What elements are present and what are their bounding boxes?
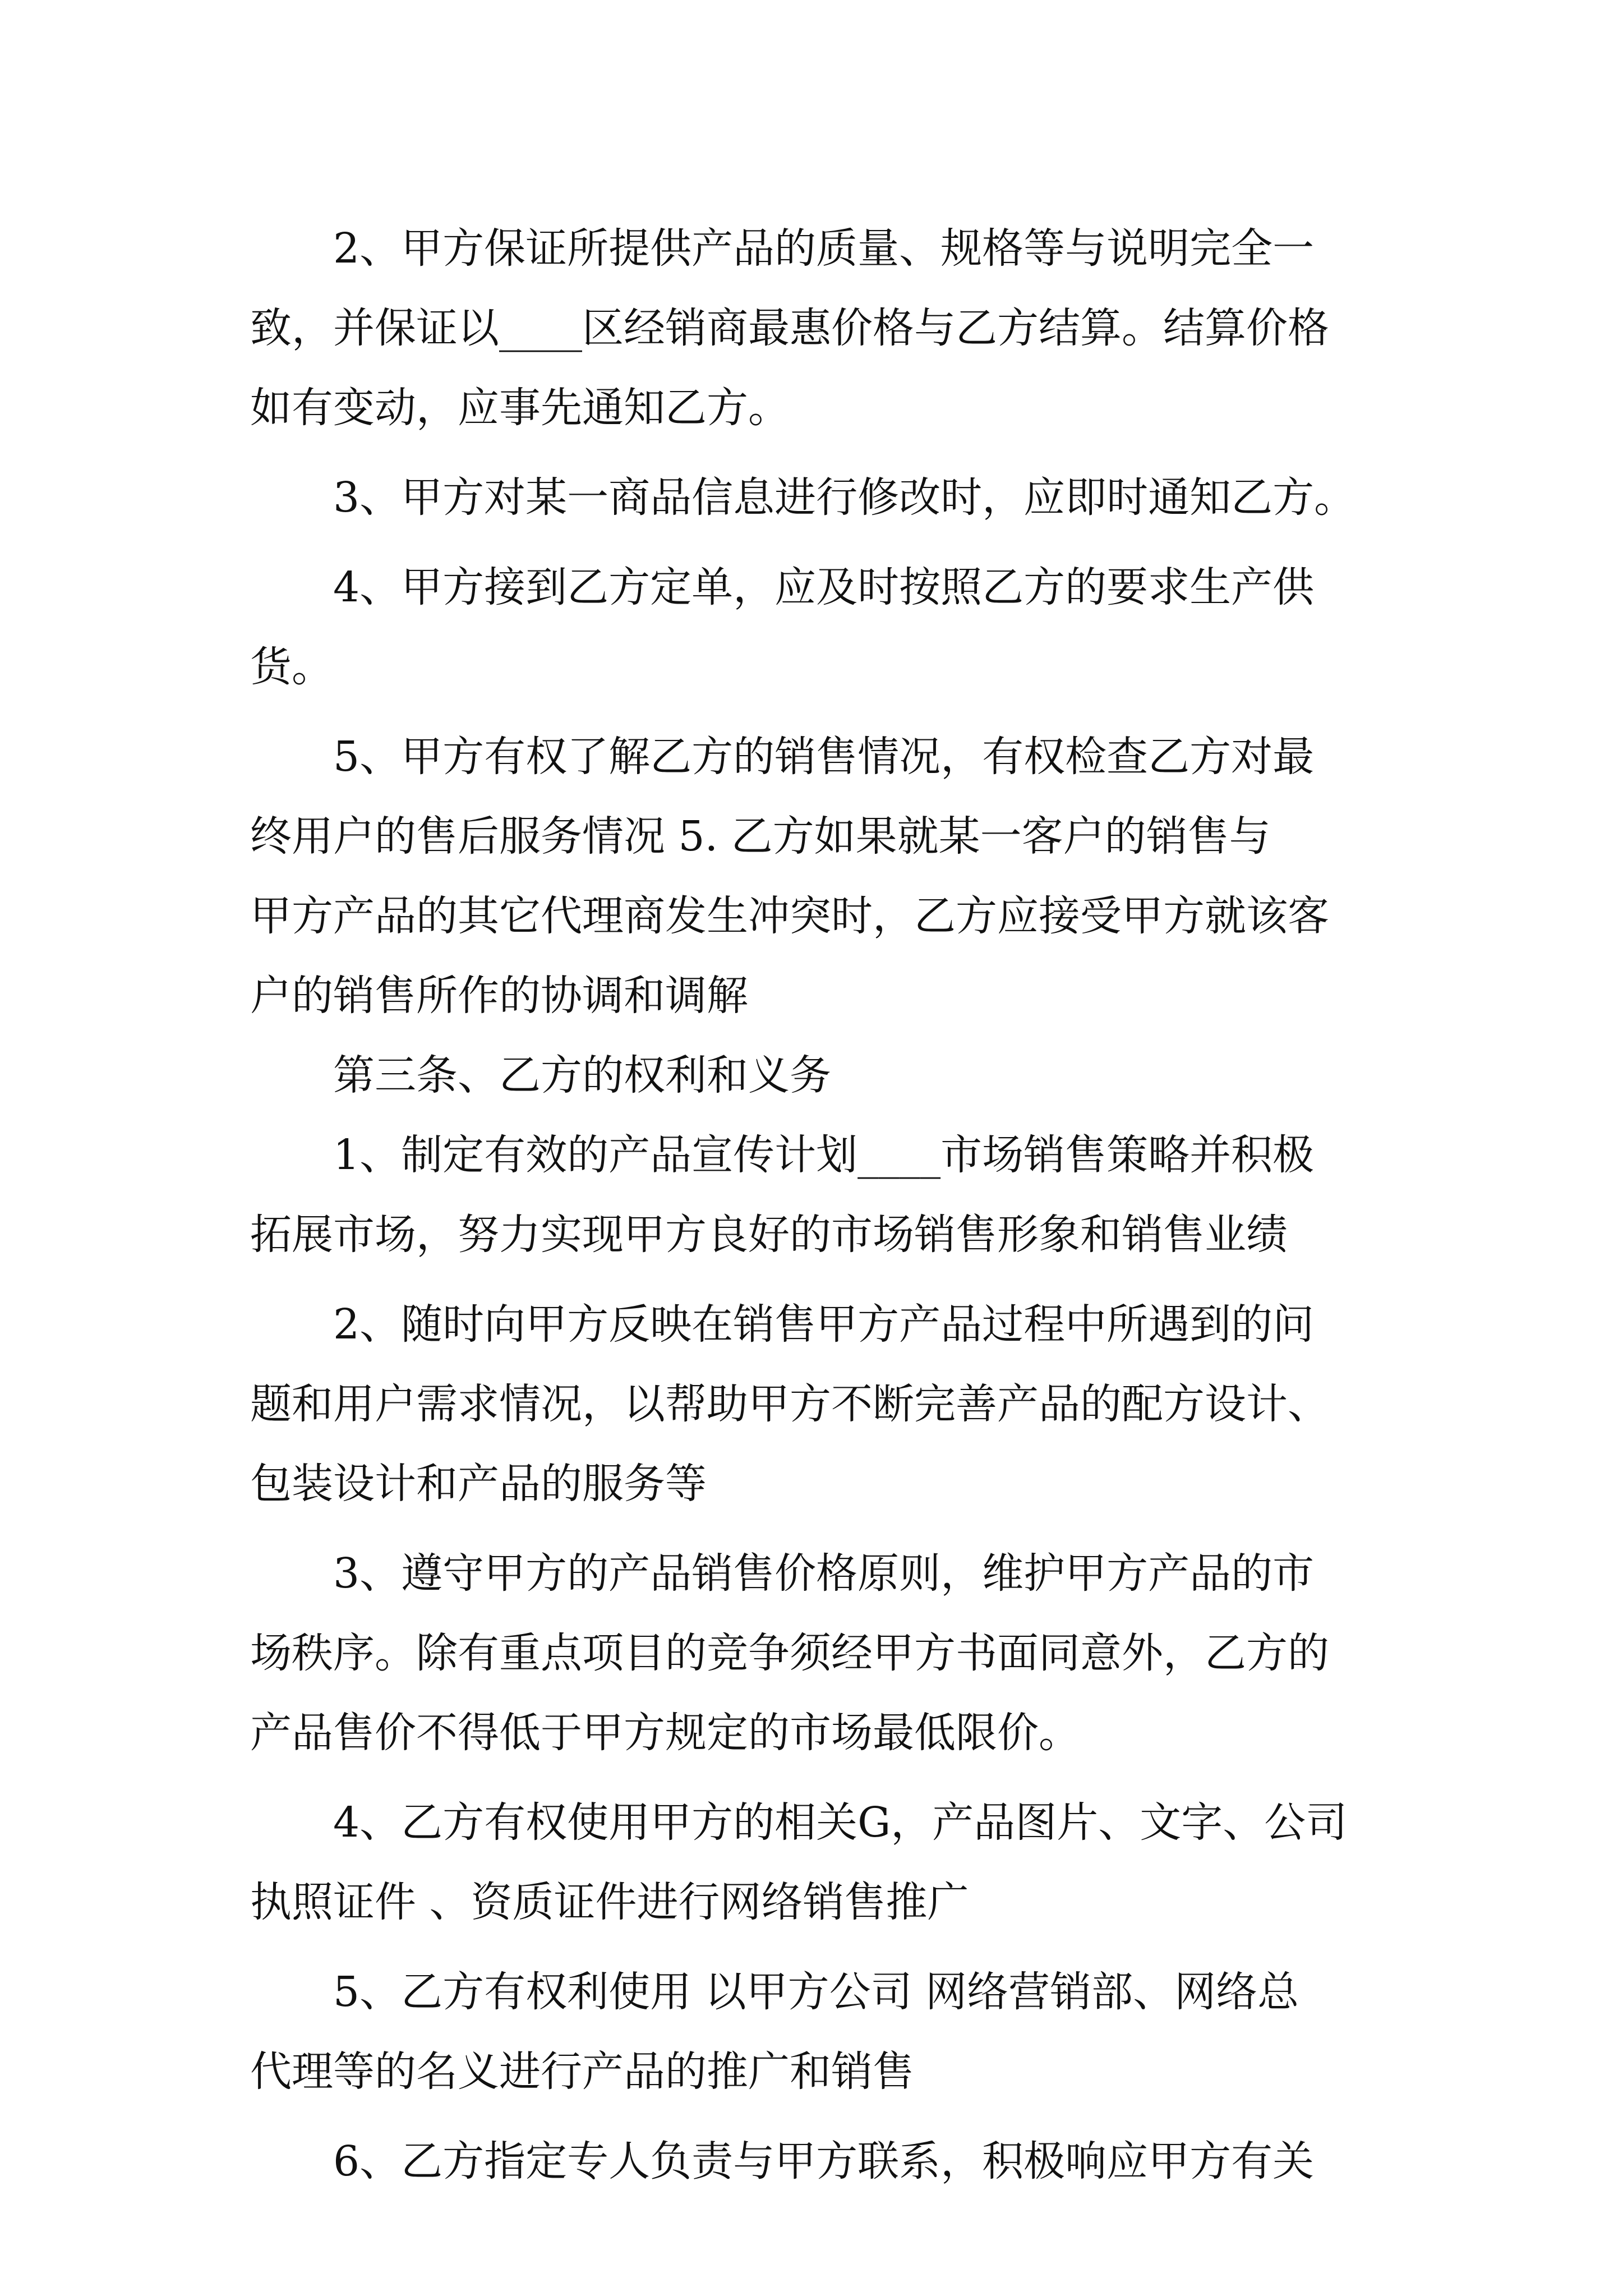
paragraph-line: 致，并保证以____区经销商最惠价格与乙方结算。结算价格 <box>250 304 1329 352</box>
paragraph-line: 2、随时向甲方反映在销售甲方产品过程中所遇到的问 <box>333 1300 1315 1349</box>
paragraph-line: 5、甲方有权了解乙方的销售情况，有权检查乙方对最 <box>333 733 1315 781</box>
paragraph-line: 题和用户需求情况，以帮助甲方不断完善产品的配方设计、 <box>250 1380 1329 1428</box>
paragraph-line: 4、甲方接到乙方定单，应及时按照乙方的要求生产供 <box>333 563 1315 611</box>
paragraph-line: 代理等的名义进行产品的推广和销售 <box>250 2047 914 2096</box>
paragraph-line: 执照证件 、资质证件进行网络销售推广 <box>250 1878 969 1926</box>
document-body <box>250 209 1377 2201</box>
section-heading: 第三条、乙方的权利和义务 <box>333 1051 831 1099</box>
paragraph-line: 3、遵守甲方的产品销售价格原则，维护甲方产品的市 <box>333 1549 1315 1598</box>
paragraph-line: 货。 <box>250 643 333 691</box>
paragraph-line: 拓展市场，努力实现甲方良好的市场销售形象和销售业绩 <box>250 1211 1288 1259</box>
paragraph-line: 包装设计和产品的服务等 <box>250 1460 707 1508</box>
paragraph-line: 场秩序。除有重点项目的竞争须经甲方书面同意外，乙方的 <box>250 1629 1329 1677</box>
paragraph-line: 3、甲方对某一商品信息进行修改时，应即时通知乙方。 <box>333 473 1356 522</box>
paragraph-line: 6、乙方指定专人负责与甲方联系，积极响应甲方有关 <box>333 2137 1315 2185</box>
paragraph-line: 终用户的售后服务情况 5. 乙方如果就某一客户的销售与 <box>250 812 1271 861</box>
paragraph-line: 4、乙方有权使用甲方的相关G，产品图片、文字、公司 <box>333 1798 1348 1847</box>
paragraph-line: 如有变动，应事先通知乙方。 <box>250 384 790 432</box>
paragraph-line: 5、乙方有权利使用 以甲方公司 网络营销部、网络总 <box>333 1968 1299 2016</box>
paragraph-line: 1、制定有效的产品宣传计划____市场销售策略并积极 <box>333 1131 1315 1179</box>
paragraph-line: 产品售价不得低于甲方规定的市场最低限价。 <box>250 1709 1080 1757</box>
paragraph-line: 2、甲方保证所提供产品的质量、规格等与说明完全一 <box>333 224 1315 273</box>
paragraph-line: 甲方产品的其它代理商发生冲突时，乙方应接受甲方就该客 <box>250 892 1329 940</box>
paragraph-line: 户的销售所作的协调和调解 <box>250 972 748 1020</box>
